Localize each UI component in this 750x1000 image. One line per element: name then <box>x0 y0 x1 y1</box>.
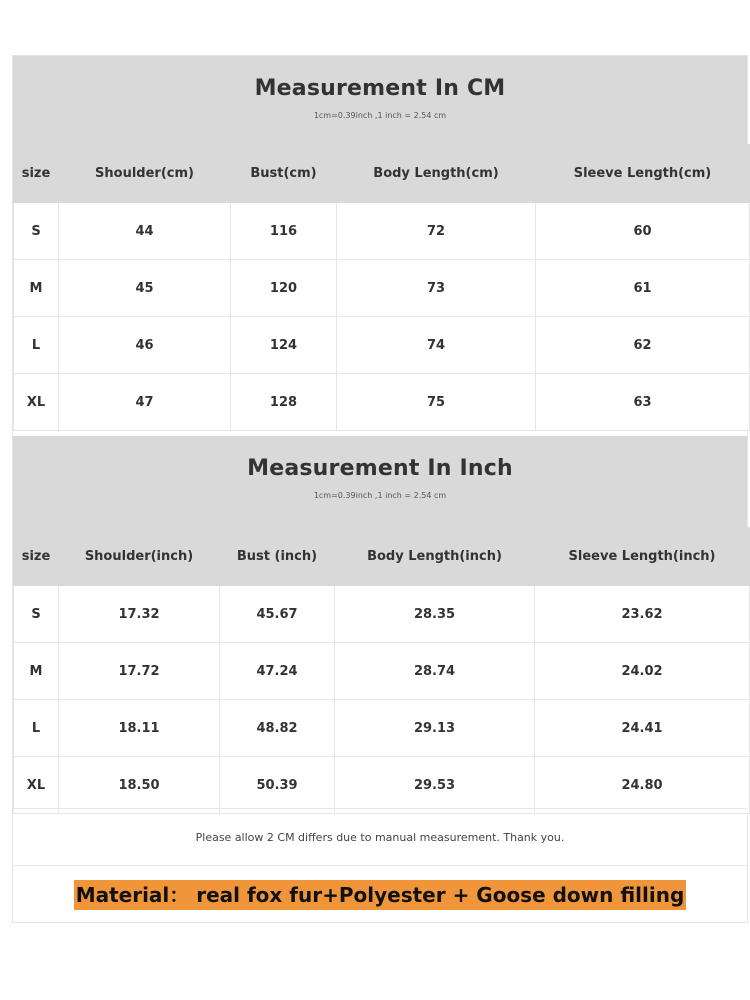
table-cell: S <box>14 586 59 643</box>
column-header: Bust(cm) <box>231 145 337 203</box>
table-cell: M <box>14 260 59 317</box>
material-label: Material： real fox fur+Polyester + Goose down filling <box>74 880 687 910</box>
table-cell: 17.32 <box>59 586 220 643</box>
column-header: Shoulder(cm) <box>59 145 231 203</box>
table-cell: 62 <box>536 317 750 374</box>
column-header: Body Length(cm) <box>337 145 536 203</box>
table-row <box>14 757 750 814</box>
table-cell: 28.74 <box>335 643 535 700</box>
table-cell: 50.39 <box>220 757 335 814</box>
column-header: size <box>14 145 59 203</box>
table-cell: 18.50 <box>59 757 220 814</box>
table-cell: 48.82 <box>220 700 335 757</box>
table-cell: XL <box>14 374 59 431</box>
table-row <box>14 374 750 431</box>
table-cell: 28.35 <box>335 586 535 643</box>
table-cell: 63 <box>536 374 750 431</box>
table-row <box>14 700 750 757</box>
table-cell: 29.13 <box>335 700 535 757</box>
table-cell: 47 <box>59 374 231 431</box>
table-cell: 74 <box>337 317 536 374</box>
table-cell: 116 <box>231 203 337 260</box>
table-cell: 18.11 <box>59 700 220 757</box>
cm-conversion-note: 1cm=0.39inch ,1 inch = 2.54 cm <box>313 111 447 120</box>
table-cell: 24.80 <box>535 757 750 814</box>
measurement-disclaimer: Please allow 2 CM differs due to manual measurement. Thank you. <box>13 808 747 866</box>
table-cell: 72 <box>337 203 536 260</box>
table-cell: 45 <box>59 260 231 317</box>
cm-header-row <box>14 145 750 203</box>
table-row <box>14 317 750 374</box>
table-cell: 24.02 <box>535 643 750 700</box>
inch-header-row <box>14 528 750 586</box>
table-row <box>14 586 750 643</box>
inch-measurement-table <box>13 527 750 814</box>
inch-section-title: Measurement In Inch <box>247 456 513 481</box>
table-cell: 17.72 <box>59 643 220 700</box>
table-cell: M <box>14 643 59 700</box>
table-cell: 45.67 <box>220 586 335 643</box>
cm-section-header <box>13 56 747 144</box>
table-cell: L <box>14 700 59 757</box>
table-cell: 124 <box>231 317 337 374</box>
column-header: Bust (inch) <box>220 528 335 586</box>
inch-section-header <box>13 436 747 527</box>
table-cell: 24.41 <box>535 700 750 757</box>
table-cell: 44 <box>59 203 231 260</box>
table-cell: 128 <box>231 374 337 431</box>
column-header: Sleeve Length(cm) <box>536 145 750 203</box>
table-cell: 60 <box>536 203 750 260</box>
size-chart <box>12 55 748 923</box>
table-cell: 47.24 <box>220 643 335 700</box>
table-row <box>14 643 750 700</box>
table-cell: 75 <box>337 374 536 431</box>
table-cell: 23.62 <box>535 586 750 643</box>
table-row <box>14 260 750 317</box>
table-row <box>14 203 750 260</box>
column-header: Body Length(inch) <box>335 528 535 586</box>
table-cell: XL <box>14 757 59 814</box>
table-cell: L <box>14 317 59 374</box>
material-row <box>13 866 747 924</box>
column-header: Shoulder(inch) <box>59 528 220 586</box>
table-cell: 61 <box>536 260 750 317</box>
table-cell: 29.53 <box>335 757 535 814</box>
inch-conversion-note: 1cm=0.39inch ,1 inch = 2.54 cm <box>313 491 447 500</box>
table-cell: 46 <box>59 317 231 374</box>
cm-measurement-table <box>13 144 750 431</box>
column-header: size <box>14 528 59 586</box>
table-cell: S <box>14 203 59 260</box>
cm-section-title: Measurement In CM <box>254 76 506 101</box>
column-header: Sleeve Length(inch) <box>535 528 750 586</box>
table-cell: 73 <box>337 260 536 317</box>
table-cell: 120 <box>231 260 337 317</box>
